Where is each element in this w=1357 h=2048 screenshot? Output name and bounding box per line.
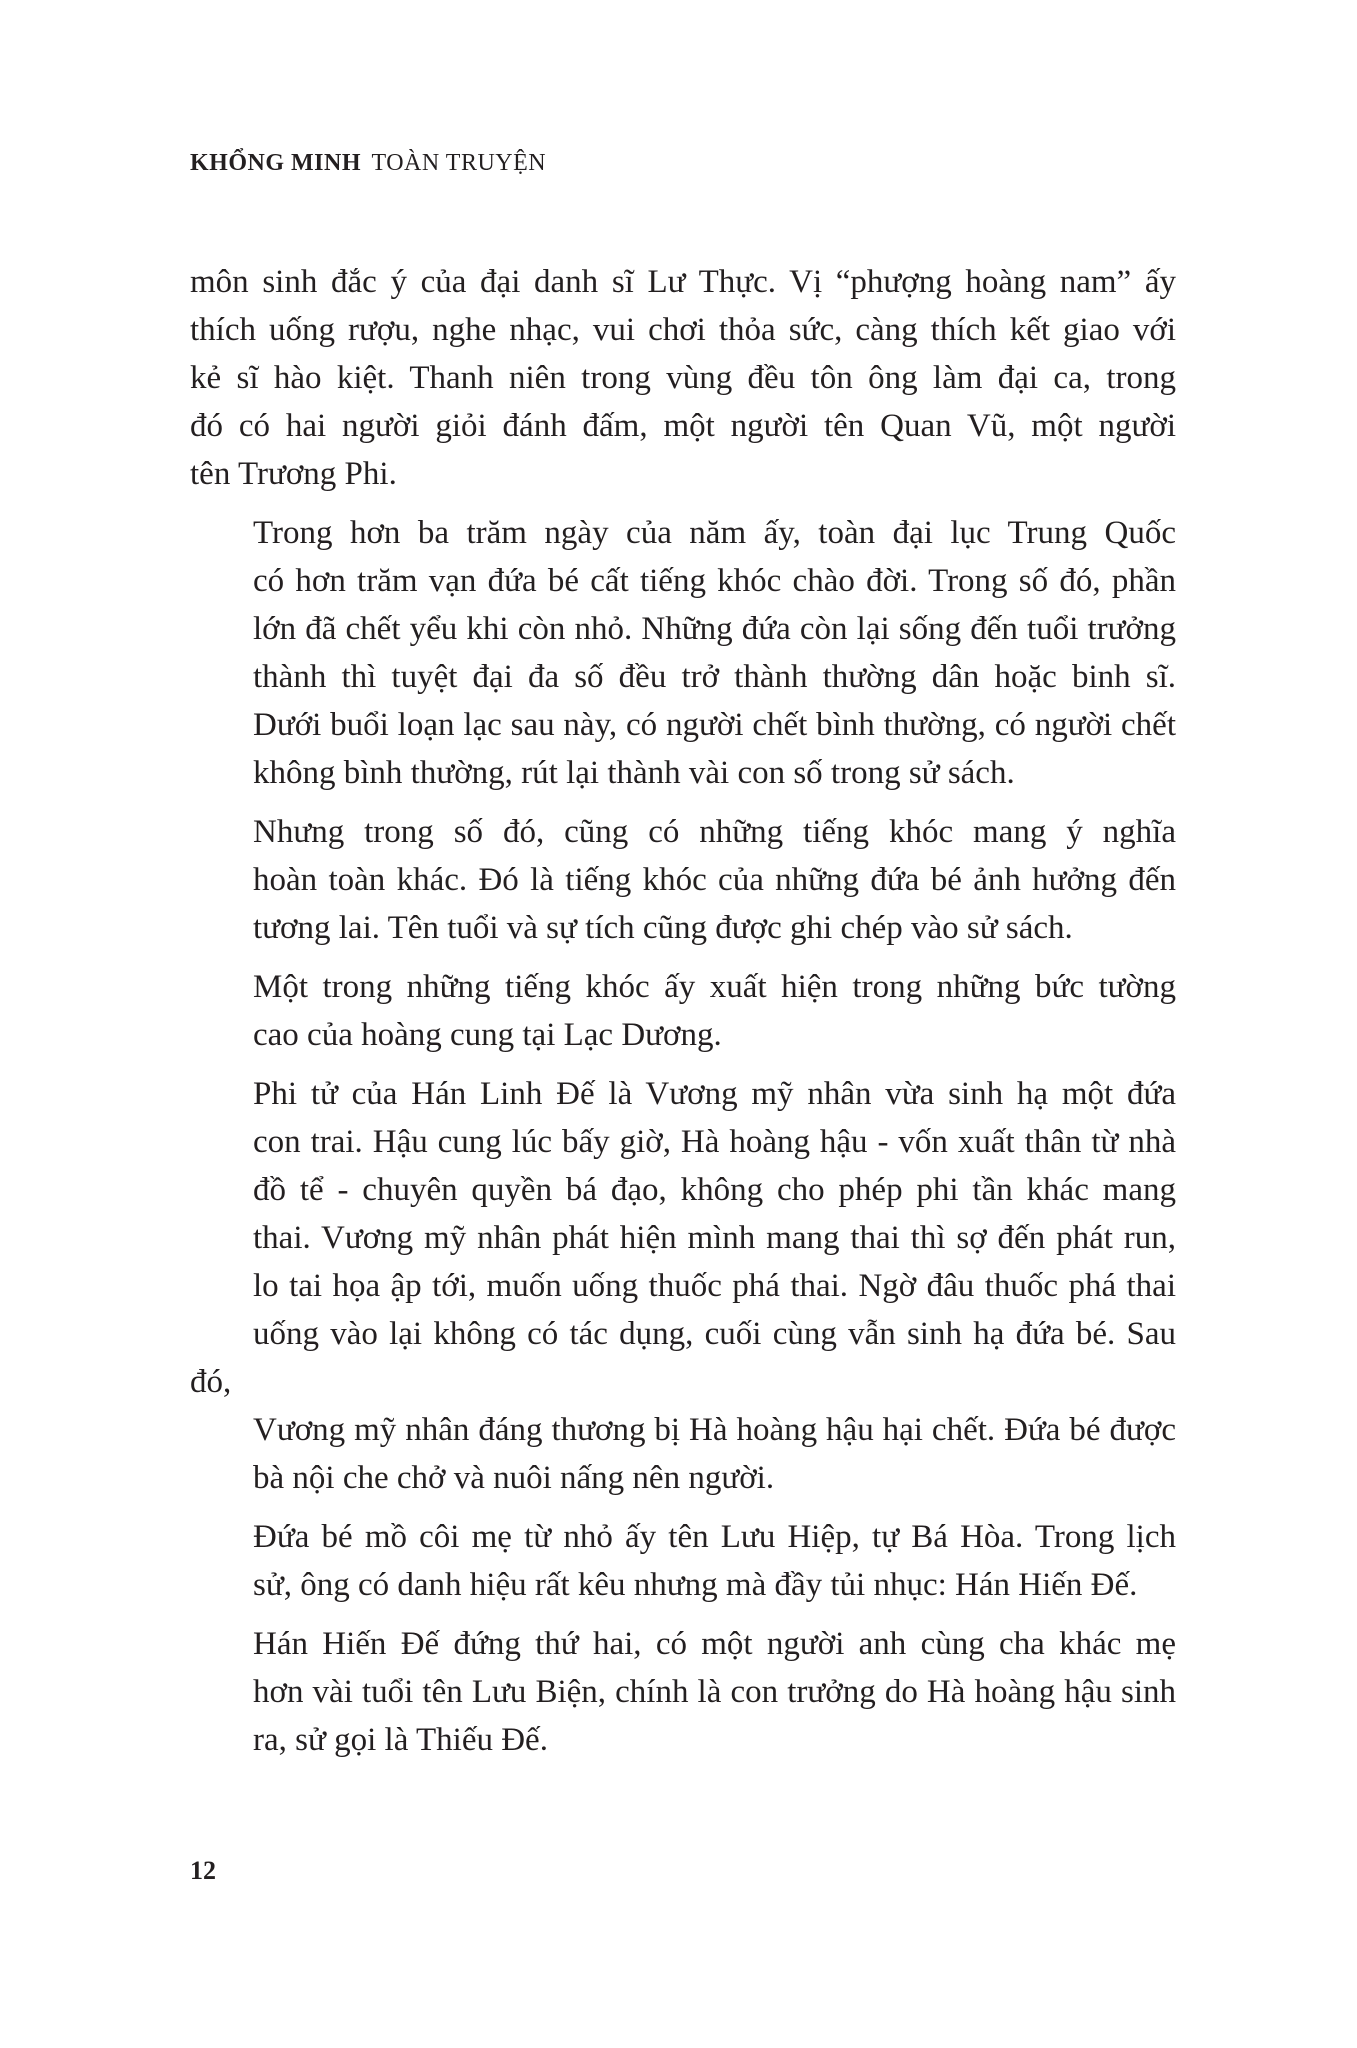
book-subtitle: TOÀN TRUYỆN [371, 150, 547, 176]
text-line: Dưới buổi loạn lạc sau này, có người chết bình thường, có người chết [253, 707, 1176, 743]
text-line: lo tai họa ập tới, muốn uống thuốc phá thai. Ngờ đâu thuốc phá thai [253, 1268, 1176, 1304]
text-line: cao của hoàng cung tại Lạc Dương. [253, 1017, 722, 1053]
text-line: không bình thường, rút lại thành vài con số trong sử sách. [253, 755, 1015, 791]
text-line: thai. Vương mỹ nhân phát hiện mình mang thai thì sợ đến phát run, [253, 1220, 1176, 1256]
text-line: Vương mỹ nhân đáng thương bị Hà hoàng hậu hại chết. Đứa bé được [253, 1412, 1176, 1448]
text-line: môn sinh đắc ý của đại danh sĩ Lư Thực. Vị “phượng hoàng nam” ấy [190, 264, 1176, 300]
paragraph-5 [190, 1070, 1176, 1502]
running-header [190, 150, 546, 177]
text-line: sử, ông có danh hiệu rất kêu nhưng mà đầy tủi nhục: Hán Hiến Đế. [253, 1567, 1138, 1603]
text-line: ra, sử gọi là Thiếu Đế. [253, 1722, 548, 1758]
text-line: đồ tể - chuyên quyền bá đạo, không cho phép phi tần khác mang [253, 1172, 1176, 1208]
paragraph-7 [190, 1620, 1176, 1764]
text-line: con trai. Hậu cung lúc bấy giờ, Hà hoàng hậu - vốn xuất thân từ nhà [253, 1124, 1176, 1160]
body-text [190, 258, 1176, 1775]
text-line: Một trong những tiếng khóc ấy xuất hiện trong những bức tường [253, 969, 1176, 1005]
text-line: bà nội che chở và nuôi nấng nên người. [253, 1460, 775, 1496]
text-line: Trong hơn ba trăm ngày của năm ấy, toàn đại lục Trung Quốc [253, 515, 1176, 551]
paragraph-6 [190, 1513, 1176, 1609]
text-line: đó có hai người giỏi đánh đấm, một người tên Quan Vũ, một người [190, 408, 1176, 444]
text-line: hơn vài tuổi tên Lưu Biện, chính là con trưởng do Hà hoàng hậu sinh [253, 1674, 1176, 1710]
text-line: Hán Hiến Đế đứng thứ hai, có một người anh cùng cha khác mẹ [253, 1626, 1176, 1662]
text-line: thích uống rượu, nghe nhạc, vui chơi thỏa sức, càng thích kết giao với [190, 312, 1176, 348]
text-line: kẻ sĩ hào kiệt. Thanh niên trong vùng đều tôn ông làm đại ca, trong [190, 360, 1176, 396]
text-line: uống vào lại không có tác dụng, cuối cùng vẫn sinh hạ đứa bé. Sau đó, [190, 1316, 1176, 1400]
text-line: hoàn toàn khác. Đó là tiếng khóc của những đứa bé ảnh hưởng đến [253, 862, 1176, 898]
text-line: Phi tử của Hán Linh Đế là Vương mỹ nhân vừa sinh hạ một đứa [253, 1076, 1176, 1112]
paragraph-1 [190, 258, 1176, 498]
text-line: Đứa bé mồ côi mẹ từ nhỏ ấy tên Lưu Hiệp, tự Bá Hòa. Trong lịch [253, 1519, 1176, 1555]
paragraph-3 [190, 808, 1176, 952]
text-line: có hơn trăm vạn đứa bé cất tiếng khóc chào đời. Trong số đó, phần [253, 563, 1176, 599]
text-line: lớn đã chết yểu khi còn nhỏ. Những đứa còn lại sống đến tuổi trưởng [253, 611, 1176, 647]
book-title: KHỔNG MINH [190, 150, 361, 176]
text-line: tên Trương Phi. [190, 456, 397, 492]
paragraph-4 [190, 963, 1176, 1059]
page-number: 12 [190, 1856, 216, 1885]
text-line: thành thì tuyệt đại đa số đều trở thành thường dân hoặc binh sĩ. [253, 659, 1176, 695]
paragraph-2 [190, 509, 1176, 797]
text-line: Nhưng trong số đó, cũng có những tiếng khóc mang ý nghĩa [253, 814, 1176, 850]
text-line: tương lai. Tên tuổi và sự tích cũng được ghi chép vào sử sách. [253, 910, 1073, 946]
